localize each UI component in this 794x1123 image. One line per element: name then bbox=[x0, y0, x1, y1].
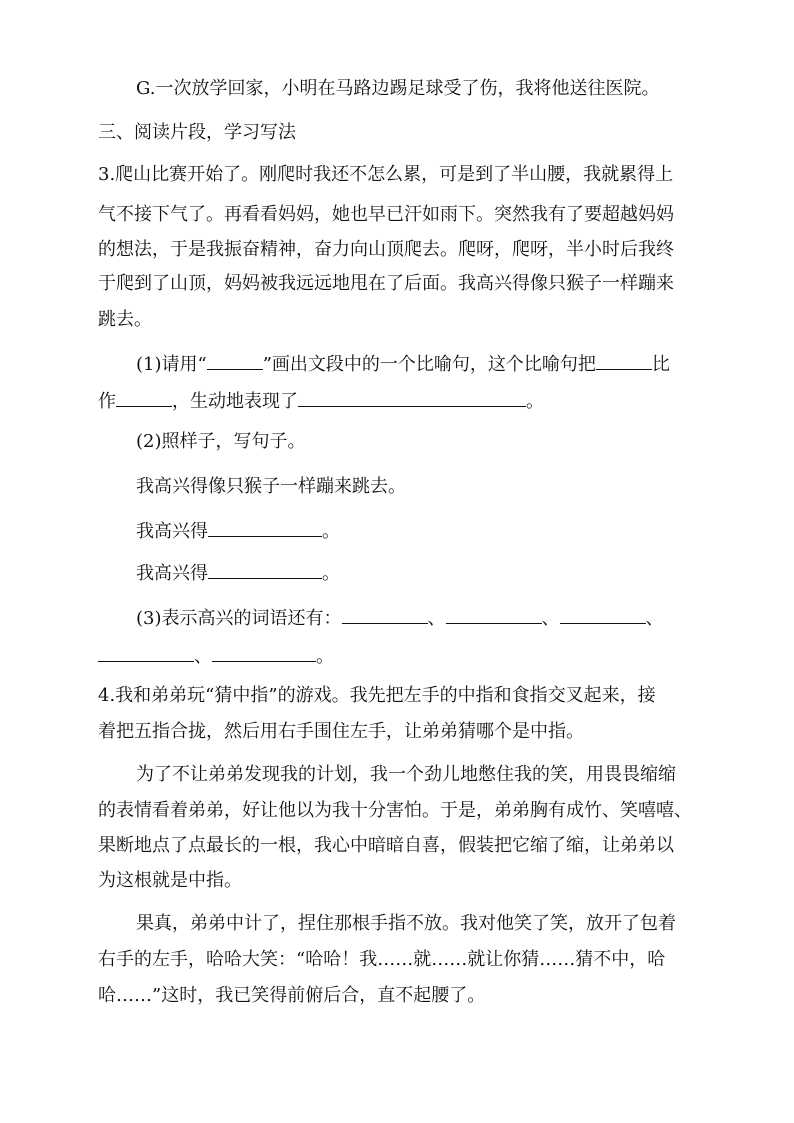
sentence-1-stem: 我高兴得 bbox=[136, 521, 208, 542]
sentence-1-end: 。 bbox=[322, 521, 340, 542]
answer-blank-object[interactable] bbox=[116, 388, 172, 407]
question-1-line-2 bbox=[98, 388, 544, 414]
answer-blank-word-4[interactable] bbox=[98, 643, 194, 662]
answer-blank-word-2[interactable] bbox=[446, 605, 542, 624]
passage-3-line-5: 跳去。 bbox=[98, 309, 152, 330]
sentence-2-end: 。 bbox=[322, 563, 340, 584]
question-3-line-1 bbox=[136, 605, 664, 631]
option-g-text: G.一次放学回家，小明在马路边踢足球受了伤，我将他送往医院。 bbox=[136, 78, 660, 99]
passage-4-para-2-line-2: 的表情看着弟弟，好让他以为我十分害怕。于是，弟弟胸有成竹、笑嘻嘻、 bbox=[98, 800, 692, 821]
section-three-heading: 三、阅读片段，学习写法 bbox=[98, 122, 296, 143]
passage-4-para-3-line-3: 哈……”这时，我已笑得前俯后合，直不起腰了。 bbox=[98, 985, 486, 1006]
question-3-prompt: (3)表示高兴的词语还有： bbox=[136, 608, 342, 629]
passage-4-para-2-line-3: 果断地点了点最长的一根，我心中暗暗自喜，假装把它缩了缩，让弟弟以 bbox=[98, 835, 674, 856]
question-1-prefix: (1)请用“ bbox=[136, 354, 207, 375]
question-2-sentence-2 bbox=[136, 560, 340, 586]
answer-blank-word-3[interactable] bbox=[560, 605, 646, 624]
passage-4-para-3-line-1: 果真，弟弟中计了，捏住那根手指不放。我对他笑了笑，放开了包着 bbox=[136, 913, 676, 934]
passage-4-line-2: 着把五指合拢，然后用右手围住左手，让弟弟猜哪个是中指。 bbox=[98, 721, 584, 742]
separator: 、 bbox=[541, 608, 560, 629]
question-1-line-1 bbox=[136, 351, 670, 377]
separator: 、 bbox=[427, 608, 446, 629]
answer-blank-sentence-1[interactable] bbox=[208, 518, 322, 537]
answer-blank-sentence-2[interactable] bbox=[208, 560, 322, 579]
passage-3-line-3: 的想法，于是我振奋精神，奋力向山顶爬去。爬呀，爬呀，半小时后我终 bbox=[98, 239, 674, 260]
question-2-title: (2)照样子，写句子。 bbox=[136, 431, 306, 452]
question-2-example: 我高兴得像只猴子一样蹦来跳去。 bbox=[136, 476, 406, 497]
question-1-bi: 比 bbox=[651, 354, 670, 375]
separator: 、 bbox=[645, 608, 664, 629]
answer-blank-word-5[interactable] bbox=[212, 643, 316, 662]
question-3-line-2 bbox=[98, 643, 334, 669]
answer-blank-effect[interactable] bbox=[298, 388, 526, 407]
passage-4-line-1: 4.我和弟弟玩“猜中指”的游戏。我先把左手的中指和食指交叉起来，接 bbox=[98, 685, 656, 706]
passage-4-para-2-line-4: 为这根就是中指。 bbox=[98, 870, 242, 891]
answer-blank-mark[interactable] bbox=[207, 351, 263, 370]
passage-4-para-3-line-2: 右手的左手，哈哈大笑：“哈哈！我……就……就让你猜……猜不中，哈 bbox=[98, 949, 666, 970]
passage-3-line-1: 3.爬山比赛开始了。刚爬时我还不怎么累，可是到了半山腰，我就累得上 bbox=[98, 164, 674, 185]
answer-blank-subject[interactable] bbox=[596, 351, 652, 370]
passage-4-para-2-line-1: 为了不让弟弟发现我的计划，我一个劲儿地憋住我的笑，用畏畏缩缩 bbox=[136, 764, 676, 785]
question-2-sentence-1 bbox=[136, 518, 340, 544]
separator: 、 bbox=[194, 646, 212, 667]
question-1-zuo: 作 bbox=[98, 391, 116, 412]
sentence-2-stem: 我高兴得 bbox=[136, 563, 208, 584]
question-1-middle: ”画出文段中的一个比喻句，这个比喻句把 bbox=[262, 354, 596, 375]
passage-3-line-2: 气不接下气了。再看看妈妈，她也早已汗如雨下。突然我有了要超越妈妈 bbox=[98, 204, 674, 225]
question-3-end: 。 bbox=[316, 646, 334, 667]
question-1-end: 。 bbox=[526, 391, 544, 412]
question-1-express: ，生动地表现了 bbox=[172, 391, 298, 412]
answer-blank-word-1[interactable] bbox=[342, 605, 428, 624]
passage-3-line-4: 于爬到了山顶，妈妈被我远远地甩在了后面。我高兴得像只猴子一样蹦来 bbox=[98, 273, 674, 294]
